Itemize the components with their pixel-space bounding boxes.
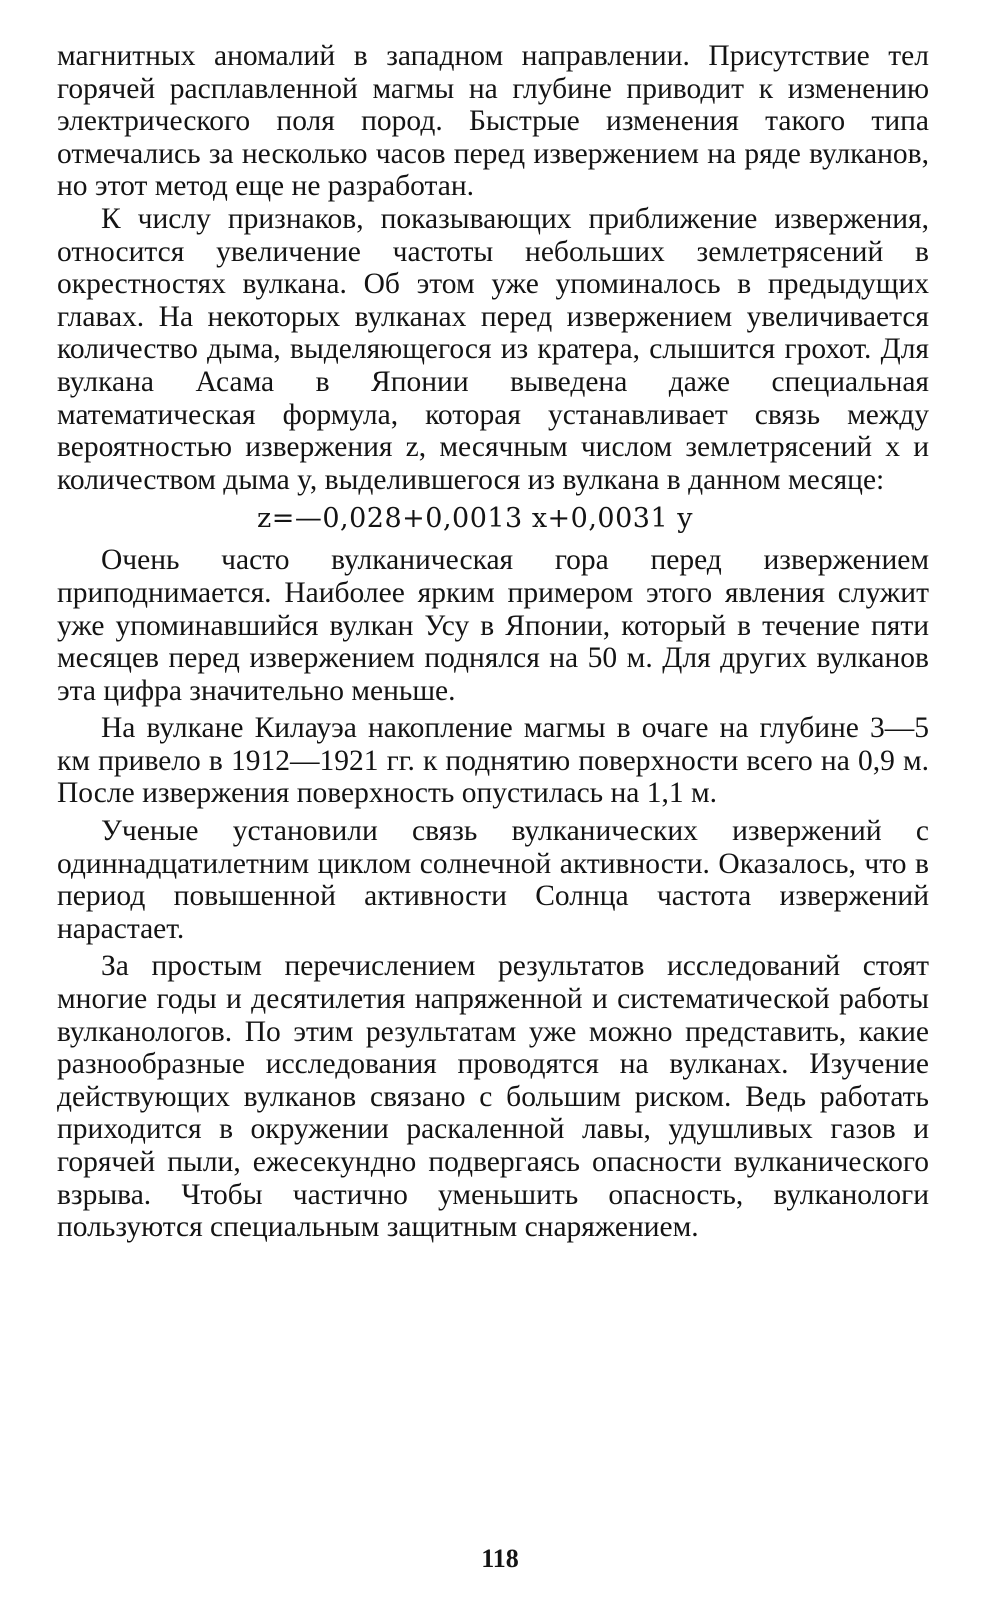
asama-formula: z=—0,028+0,0013 x+0,0031 y: [257, 503, 693, 535]
paragraph-mountain-uplift: Очень часто вулканическая гора перед извержением приподнимается. Наиболее ярким примером этого явления служит уже упоминавшийся вулкан Усу в Японии, который в течение пяти месяцев перед извержением поднялся на 50 м. Для других вулканов эта цифра значительно меньше.: [57, 544, 929, 707]
paragraph-kilauea: На вулкане Килауэа накопление магмы в очаге на глубине 3—5 км привело в 1912—1921 гг. к поднятию поверхности всего на 0,9 м. После извержения поверхность опустилась на 1,1 м.: [57, 712, 929, 810]
paragraph-eruption-signs: К числу признаков, показывающих приближение извержения, относится увеличение частоты небольших землетрясений в окрестностях вулкана. Об этом уже упоминалось в предыдущих главах. На некоторых вулканах перед извержением увеличивается количество дыма, выделяющегося из кратера, слышится грохот. Для вулкана Асама в Японии выведена даже специальная математическая формула, которая устанавливает связь между вероятностью извержения z, месячным числом землетрясений x и количеством дыма y, выделившегося из вулкана в данном месяце:: [57, 202, 929, 496]
page-number: 118: [481, 1544, 519, 1573]
paragraph-magnetic-anomalies: магнитных аномалий в западном направлении. Присутствие тел горячей расплавленной магмы на глубине приводит к изменению электрического поля пород. Быстрые изменения такого типа отмечались за несколько часов перед извержением на ряде вулканов, но этот метод еще не разработан.: [57, 40, 929, 203]
paragraph-volcanologists-work: За простым перечислением результатов исследований стоят многие годы и десятилетия напряженной и систематической работы вулканологов. По этим результатам уже можно представить, какие разнообразные исследования проводятся на вулканах. Изучение действующих вулканов связано с большим риском. Ведь работать приходится в окружении раскаленной лавы, удушливых газов и горячей пыли, ежесекундно подвергаясь опасности вулканического взрыва. Чтобы частично уменьшить опасность, вулканологи пользуются специальным защитным снаряжением.: [57, 950, 929, 1244]
page-text: [57, 40, 929, 1244]
paragraph-solar-cycle: Ученые установили связь вулканических извержений с одиннадцатилетним циклом солнечной активности. Оказалось, что в период повышенной активности Солнца частота извержений нарастает.: [57, 815, 929, 945]
